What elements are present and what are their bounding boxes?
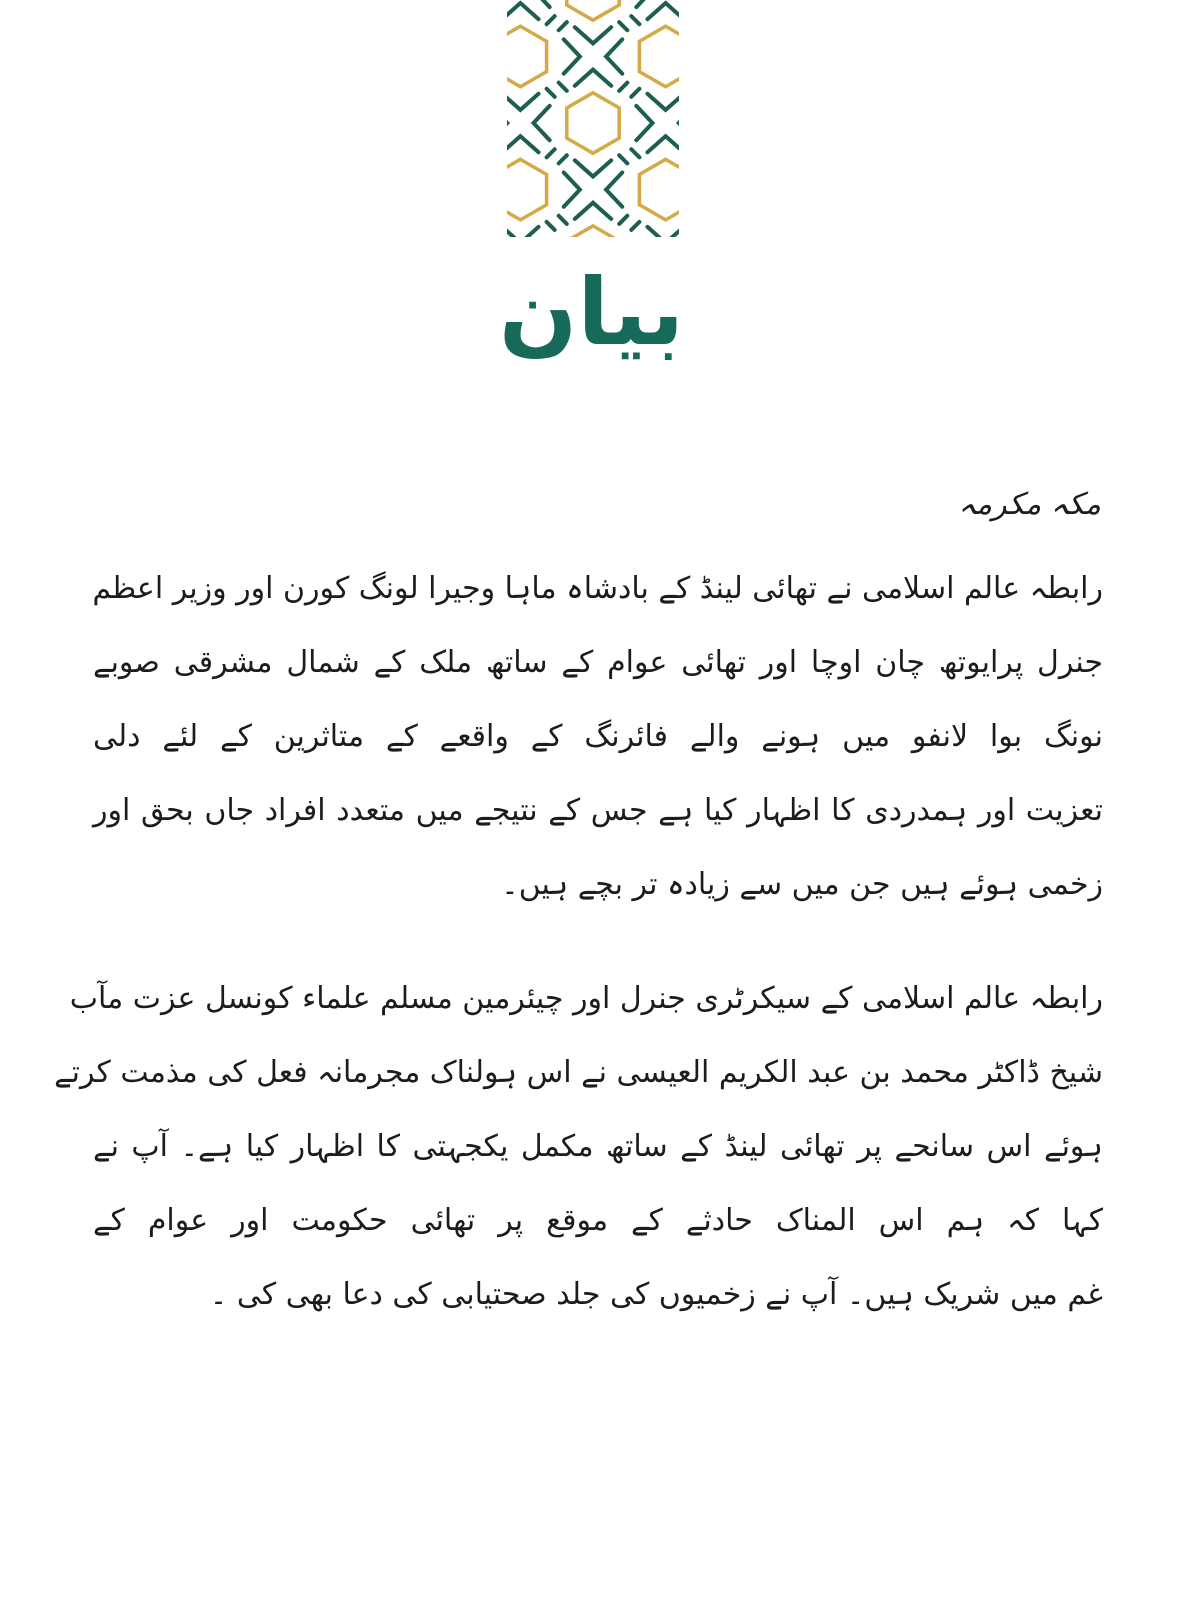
body-line: رابطہ عالم اسلامی کے سیکرٹری جنرل اور چیئرمین مسلم علماء کونسل عزت مآب [69, 981, 1103, 1016]
page-title: بیان [498, 259, 685, 366]
body-line: تعزیت اور ہمدردی کا اظہار کیا ہے جس کے نتیجے میں متعدد افراد جاں بحق اور [93, 793, 1103, 828]
green-chevrons [507, 0, 679, 237]
geometric-ornament [507, 0, 679, 237]
body-line: نونگ بوا لانفو میں ہونے والے فائرنگ کے واقعے کے متاثرین کے لئے دلی [93, 719, 1103, 754]
body-line: شیخ ڈاکٹر محمد بن عبد الکریم العیسی نے اس ہولناک مجرمانہ فعل کی مذمت کرتے [54, 1055, 1103, 1090]
dateline-location: مکہ مکرمہ [958, 487, 1101, 522]
body-line: جنرل پرایوتھ چان اوچا اور تھائی عوام کے ساتھ ملک کے شمال مشرقی صوبے [93, 645, 1103, 680]
body-line: زخمی ہوئے ہیں جن میں سے زیادہ تر بچے ہیں۔ [501, 867, 1103, 902]
body-line: رابطہ عالم اسلامی نے تھائی لینڈ کے بادشاہ ماہا وجیرا لونگ کورن اور وزیر اعظم [92, 571, 1103, 606]
body-line: کہا کہ ہم اس المناک حادثے کے موقع پر تھائی حکومت اور عوام کے [93, 1203, 1103, 1238]
paragraph-1 [93, 552, 1103, 922]
paragraph-2 [54, 962, 1103, 1332]
body-line: ہوئے اس سانحے پر تھائی لینڈ کے ساتھ مکمل یکجہتی کا اظہار کیا ہے۔ آپ نے [93, 1129, 1103, 1164]
footer [0, 1400, 1183, 1607]
body-line: غم میں شریک ہیں۔ آپ نے زخمیوں کی جلد صحتیابی کی دعا بھی کی ۔ [209, 1277, 1103, 1312]
